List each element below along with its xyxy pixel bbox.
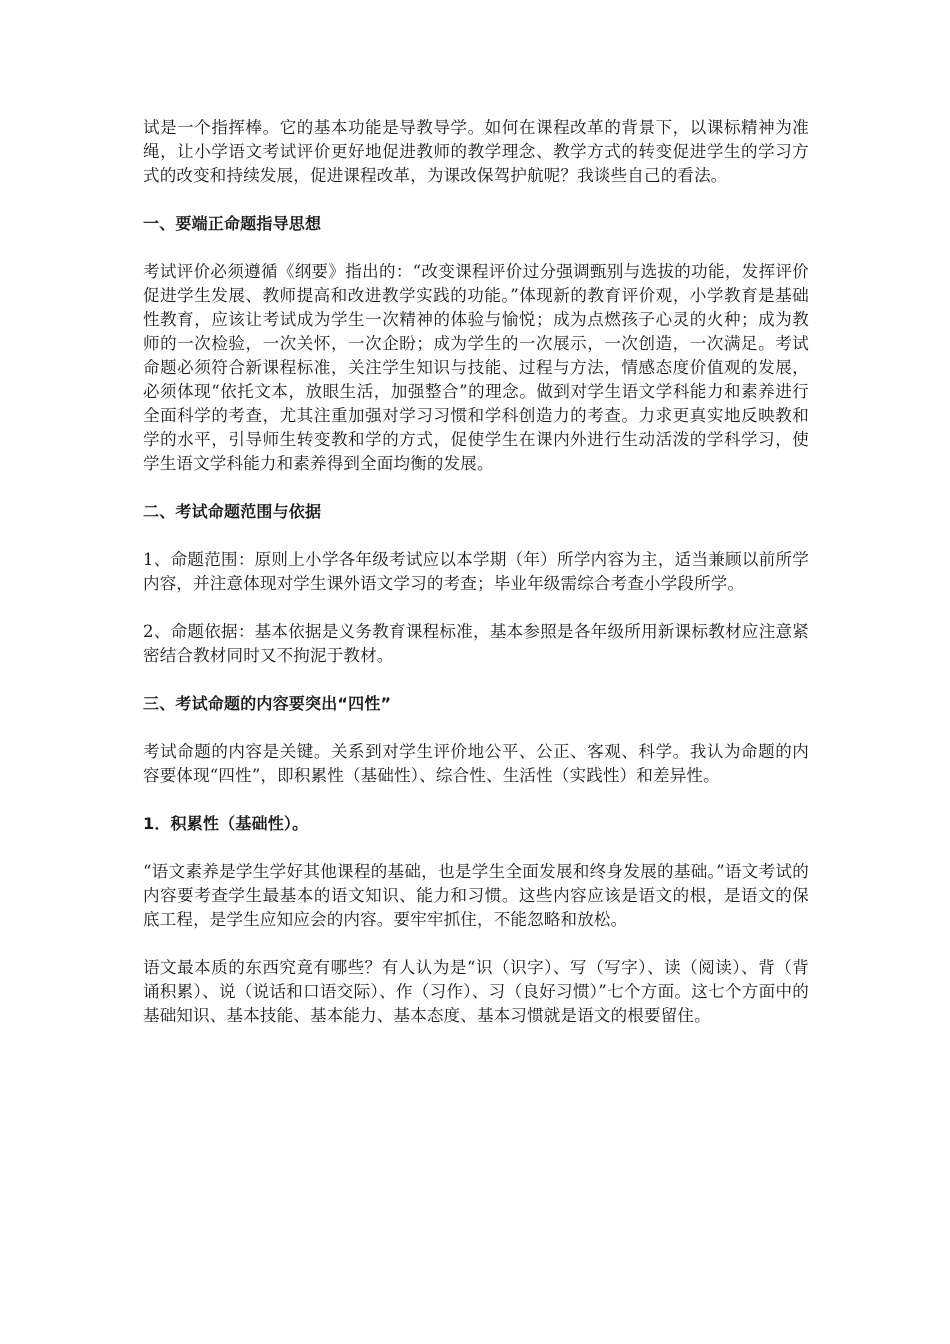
subsection-1-paragraph-1: “语文素养是学生学好其他课程的基础，也是学生全面发展和终身发展的基础。”语文考试的内容要考查学生最基本的语文知识、能力和习惯。这些内容应该是语文的根，是语文的保底工程，是学生应知应会的内容。要牢牢抓住，不能忽略和放松。 <box>143 862 809 929</box>
section-heading-1: 一、要端正命题指导思想 <box>143 214 322 233</box>
section-heading-2: 二、考试命题范围与依据 <box>143 502 322 521</box>
subsection-heading-1: 1．积累性（基础性）。 <box>143 814 309 833</box>
subsection-1-paragraph-2: 语文最本质的东西究竟有哪些？有人认为是“识（识字）、写（写字）、读（阅读）、背（背诵积累）、说（说话和口语交际）、作（习作）、习（良好习惯）”七个方面。这七个方面中的基础知识、基本技能、基本能力、基本态度、基本习惯就是语文的根要留住。 <box>143 958 809 1025</box>
section-3-paragraph: 考试命题的内容是关键。关系到对学生评价地公平、公正、客观、科学。我认为命题的内容要体现“四性”，即积累性（基础性）、综合性、生活性（实践性）和差异性。 <box>143 742 809 785</box>
intro-paragraph: 试是一个指挥棒。它的基本功能是导教导学。如何在课程改革的背景下，以课标精神为准绳，让小学语文考试评价更好地促进教师的教学理念、教学方式的转变促进学生的学习方式的改变和持续发展，促进课程改革，为课改保驾护航呢？我谈些自己的看法。 <box>143 118 809 185</box>
scope-paragraph: 1、命题范围：原则上小学各年级考试应以本学期（年）所学内容为主，适当兼顾以前所学内容，并注意体现对学生课外语文学习的考查；毕业年级需综合考查小学段所学。 <box>143 550 809 593</box>
section-heading-3: 三、考试命题的内容要突出“四性” <box>143 694 392 713</box>
document-body <box>143 116 809 1052</box>
section-1-paragraph: 考试评价必须遵循《纲要》指出的：“改变课程评价过分强调甄别与选拔的功能，发挥评价促进学生发展、教师提高和改进教学实践的功能。”体现新的教育评价观，小学教育是基础性教育，应该让考试成为学生一次精神的体验与愉悦；成为点燃孩子心灵的火种；成为教师的一次检验，一次关怀，一次企盼；成为学生的一次展示，一次创造，一次满足。考试命题必须符合新课程标准，关注学生知识与技能、过程与方法，情感态度价值观的发展，必须体现“依托文本，放眼生活，加强整合”的理念。做到对学生语文学科能力和素养进行全面科学的考查，尤其注重加强对学习习惯和学科创造力的考查。力求更真实地反映教和学的水平，引导师生转变教和学的方式，促使学生在课内外进行生动活泼的学科学习，使学生语文学科能力和素养得到全面均衡的发展。 <box>143 262 809 473</box>
basis-paragraph: 2、命题依据：基本依据是义务教育课程标准，基本参照是各年级所用新课标教材应注意紧密结合教材同时又不拘泥于教材。 <box>143 622 809 665</box>
